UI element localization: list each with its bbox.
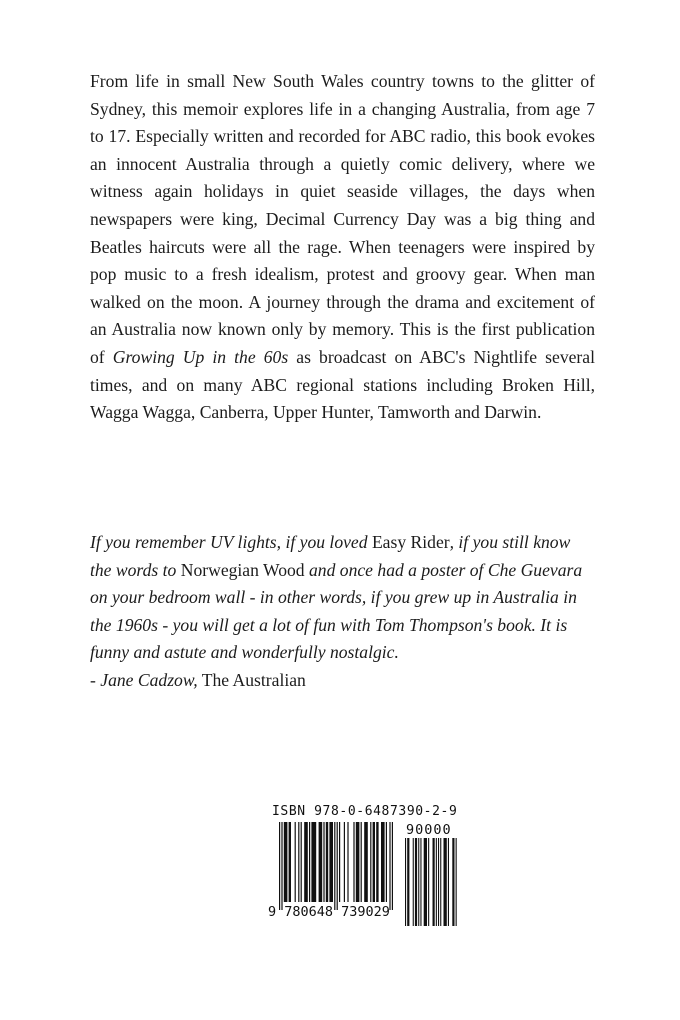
barcode-bar [289, 822, 291, 902]
barcode-bar [436, 838, 437, 926]
barcode-bar [361, 822, 362, 902]
barcode-bar [329, 822, 333, 902]
barcode-bar [326, 822, 328, 902]
quote-part3: and once had a poster of Che Guevara on your bedroom wall - in other words, if you grew up in Australia in the 1960s - you will get a lot of fun with Tom Thompson's book. It is funny and astute and wonderfully nostalgic. [90, 559, 583, 663]
review-attribution [90, 667, 595, 695]
barcode-bar [339, 822, 340, 902]
quote-part1: If you remember UV lights, if you loved [90, 532, 372, 552]
barcode-bar [281, 822, 282, 910]
barcode-bar [311, 822, 316, 902]
addon-digits: 90000 [406, 822, 452, 838]
barcode-bar [370, 822, 371, 902]
description-text-part2: as broadcast on ABC's Nightlife several times, and on many ABC regional stations including Broken Hill, Wagga Wagga, Canberra, Upper Hunter, Tamworth and Darwin. [90, 346, 595, 423]
barcode-bar [415, 838, 417, 926]
barcode-bar [298, 822, 299, 902]
barcode-bar [284, 822, 288, 902]
barcode-bar [389, 822, 390, 910]
barcode-bar [295, 822, 296, 902]
publication-name: The Australian [197, 669, 306, 690]
book-title-italic: Growing Up in the 60s [112, 346, 289, 367]
barcode-bar [407, 838, 409, 926]
barcode-bar [373, 822, 375, 902]
barcode-bar [301, 822, 302, 902]
isbn-barcode [268, 804, 468, 928]
barcode-bar [405, 838, 406, 926]
barcode-bar [279, 822, 280, 910]
barcode-bar [433, 838, 435, 926]
barcode-bar [386, 822, 387, 902]
isbn-label: ISBN 978-0-6487390-2-9 [272, 804, 458, 819]
barcode-bar [424, 838, 427, 926]
barcode-bar [452, 838, 454, 926]
barcode-bar [438, 838, 439, 926]
barcode-bar [309, 822, 310, 902]
book-description [90, 68, 595, 427]
barcode-bar [337, 822, 338, 910]
barcode-bar [413, 838, 414, 926]
barcode-bar [440, 838, 441, 926]
film-title: Easy Rider [371, 532, 450, 552]
ean-digits: 9 780648 739029 [268, 904, 390, 920]
barcode-bar [444, 838, 447, 926]
barcode-bar [353, 822, 354, 902]
barcode-bar [364, 822, 368, 902]
barcode-bar [428, 838, 429, 926]
description-text-part1: From life in small New South Wales country towns to the glitter of Sydney, this memoir explores life in a changing Australia, from age 7 to 17. Especially written and recorded for ABC radio, this book evokes an innocent Australia through a quietly comic delivery, where we witness again holidays in quiet seaside villages, the days when newspapers were king, Decimal Currency Day was a big thing and Beatles haircuts were all the rage. When teenagers were inspired by pop music to a fresh idealism, protest and groovy gear. When man walked on the moon. A journey through the drama and excitement of an Australia now known only by memory. This is the first publication of [90, 71, 595, 367]
barcode-bar [381, 822, 385, 902]
barcode-bar [323, 822, 324, 902]
barcode-bar [356, 822, 360, 902]
barcode-bar [456, 838, 457, 926]
reviewer-name: - Jane Cadzow, [90, 669, 198, 690]
review-quote [90, 529, 595, 695]
barcode-bar [420, 838, 421, 926]
barcode-bar [448, 838, 449, 926]
barcode-bar [392, 822, 393, 910]
song-title: Norwegian Wood [180, 559, 305, 580]
barcode-bar [344, 822, 345, 902]
quote-part2: , if you still know the words to [90, 532, 571, 580]
barcode-bar [334, 822, 335, 910]
barcode-bar [304, 822, 308, 902]
barcode-bar [418, 838, 419, 926]
barcode-bar [376, 822, 378, 902]
barcode-bar [347, 822, 348, 902]
barcode-bar [319, 822, 323, 902]
